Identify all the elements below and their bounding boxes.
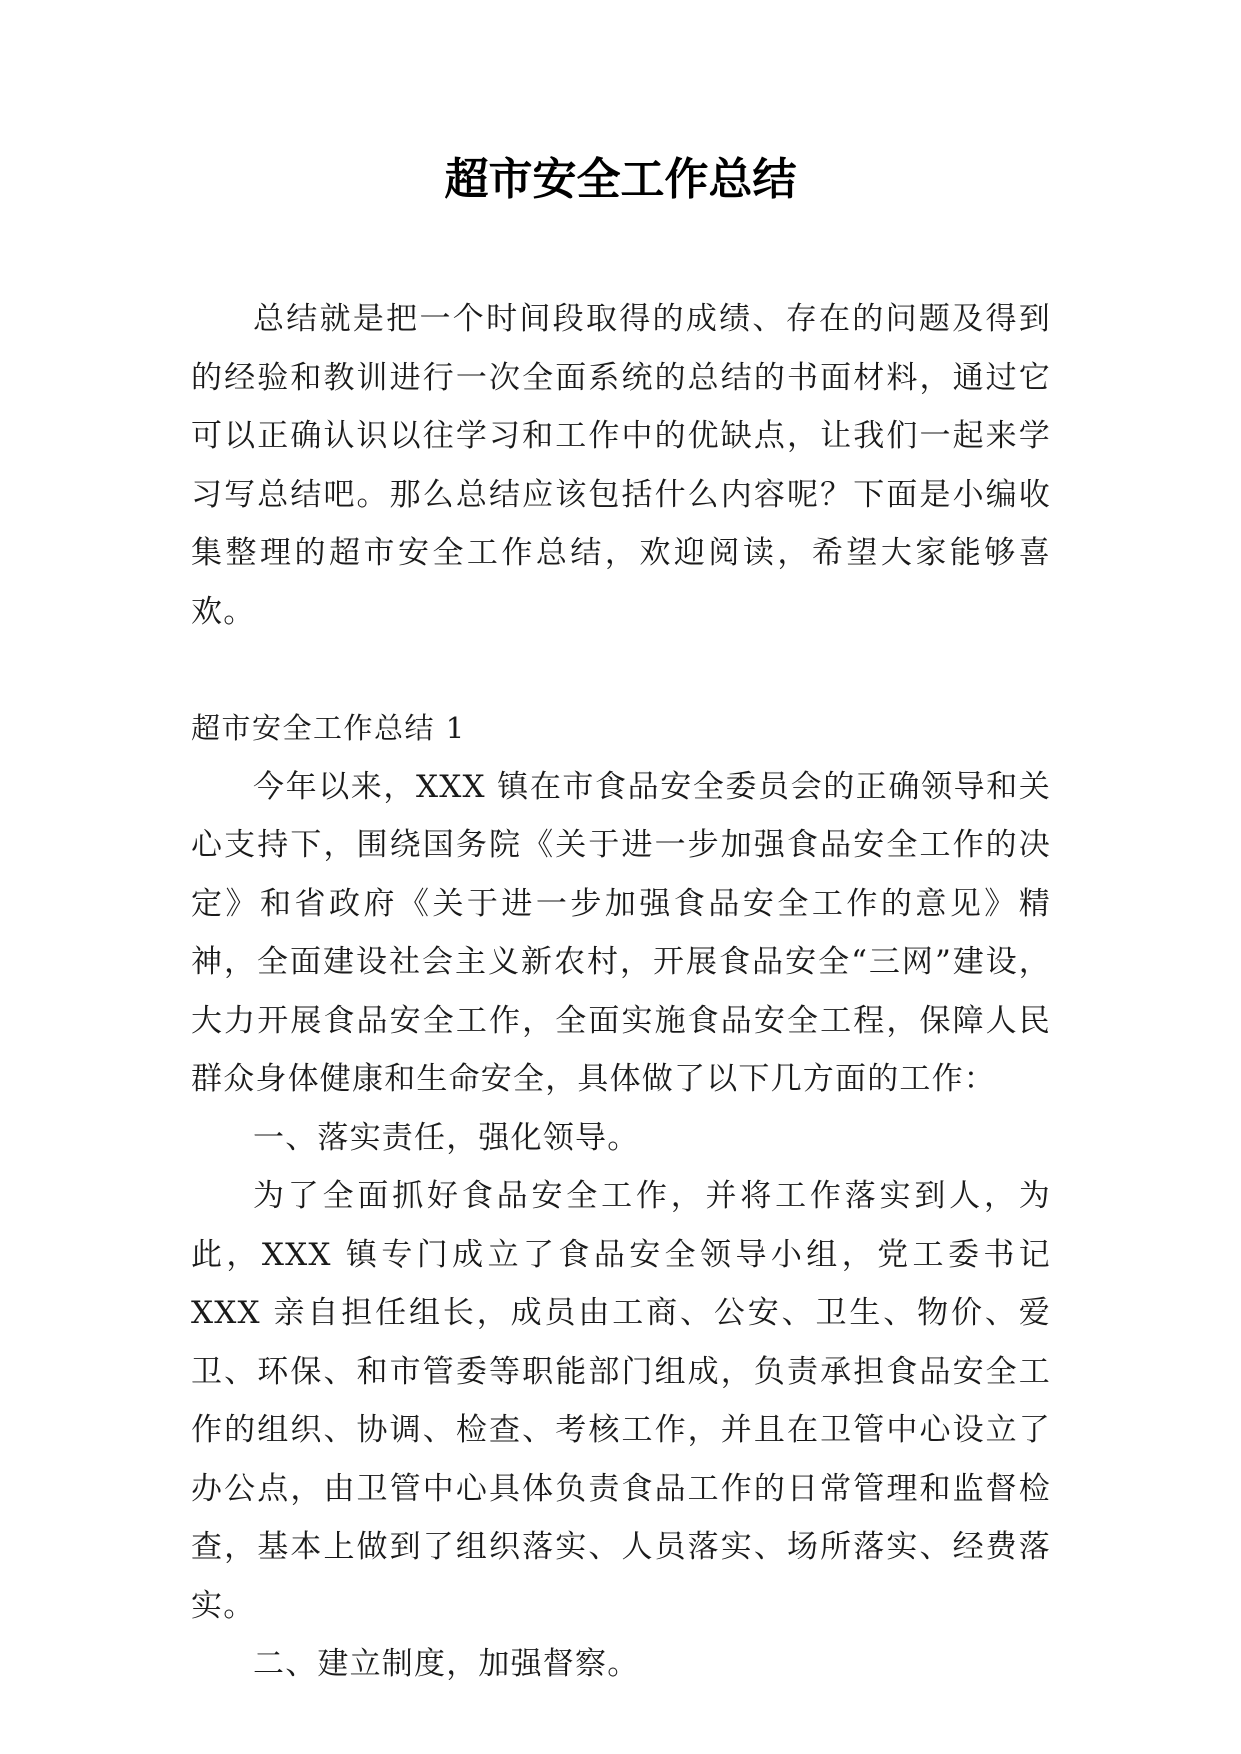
- subheading-paragraph: 一、落实责任，强化领导。: [253, 1119, 640, 1156]
- document-body: [191, 290, 1051, 1694]
- subheading-paragraph: 二、建立制度，加强督察。: [253, 1646, 640, 1682]
- paragraph-spacer: [191, 641, 1051, 699]
- intro-paragraph: 总结就是把一个时间段取得的成绩、存在的问题及得到的经验和教训进行一次全面系统的总结的书面材料，通过它可以正确认识以往学习和工作中的优缺点，让我们一起来学习写总结吧。那么总结应该包括什么内容呢？下面是小编收集整理的超市安全工作总结，欢迎阅读，希望大家能够喜欢。: [191, 301, 1051, 630]
- body-paragraph: 今年以来，XXX 镇在市食品安全委员会的正确领导和关心支持下，围绕国务院《关于进一步加强食品安全工作的决定》和省政府《关于进一步加强食品安全工作的意见》精神，全面建设社会主义新农村，开展食品安全“三网”建设，大力开展食品安全工作，全面实施食品安全工程，保障人民群众身体健康和生命安全，具体做了以下几方面的工作：: [191, 768, 1051, 1097]
- document-title: 超市安全工作总结: [444, 154, 797, 205]
- body-paragraph: 为了全面抓好食品安全工作，并将工作落实到人，为此，XXX 镇专门成立了食品安全领导小组，党工委书记 XXX 亲自担任组长，成员由工商、公安、卫生、物价、爱卫、环保、和市管委等职能部门组成，负责承担食品安全工作的组织、协调、检查、考核工作，并且在卫管中心设立了办公点，由卫管中心具体负责食品工作的日常管理和监督检查，基本上做到了组织落实、人员落实、场所落实、经费落实。: [191, 1178, 1051, 1624]
- section-heading: 超市安全工作总结 1: [191, 711, 466, 745]
